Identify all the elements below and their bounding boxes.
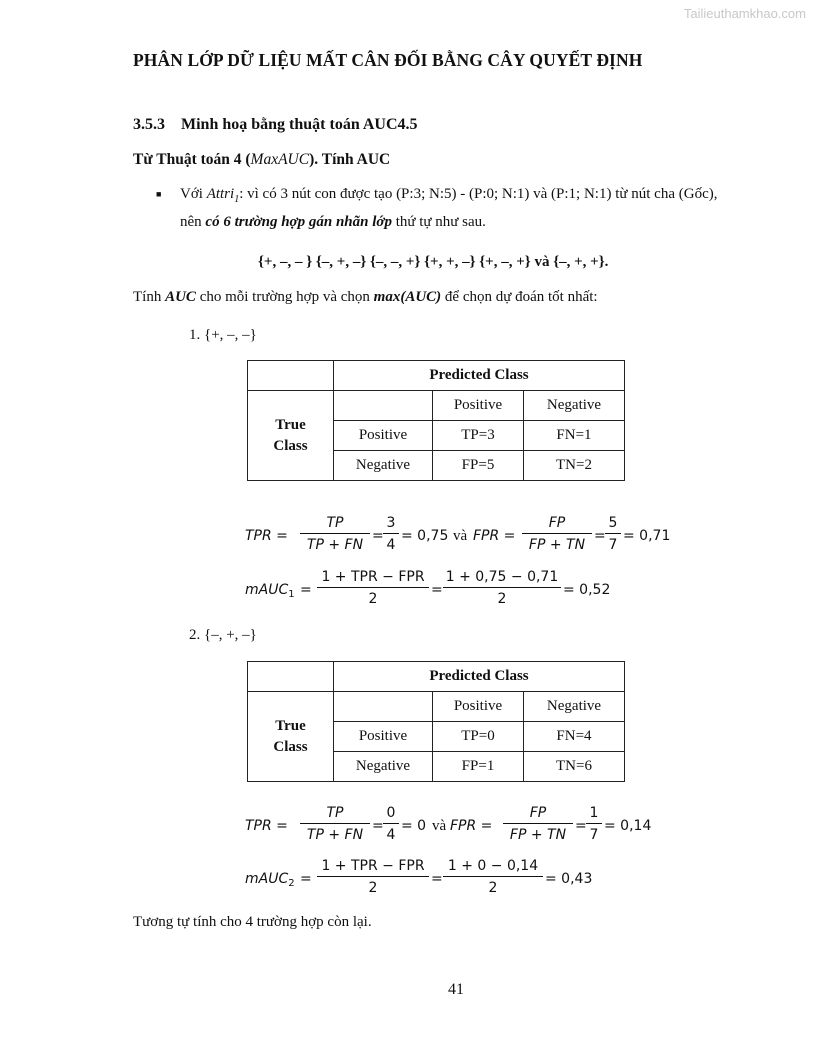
fpr-value-fraction: $\frac{1}{7}$ [586,805,602,843]
mauc-value-fraction: $\frac{1 + 0 - 0,14}{2}$ [443,858,543,896]
mauc-result: = 0,43 [545,871,593,887]
section-heading [133,116,418,134]
cell-fn: FN=4 [524,722,625,752]
mauc-result: = 0,52 [563,582,611,598]
bullet-emphasis: có 6 trường hợp gán nhãn lớp [205,214,392,230]
mauc-equation: mAUC$_1$ = 1 + TPR − FPR 2 = $\frac{1 + 0,75 - 0,71}{2}$ = 0,52 [245,569,611,607]
mauc-fraction: 1 + TPR − FPR 2 [317,858,429,896]
calc-text: cho mỗi trường hợp và chọn [195,289,374,305]
subheading-suffix: ). Tính AUC [309,151,391,168]
bullet-line-1 [180,186,717,205]
fpr-value-fraction: $\frac{5}{7}$ [605,515,621,553]
joiner-text: và [432,818,447,834]
cell-tp: TP=3 [433,421,524,451]
subheading-algo: MaxAUC [250,151,310,168]
page-number: 41 [448,981,464,998]
mauc-fraction: 1 + TPR − FPR 2 [317,569,429,607]
tpr-fraction: $\frac{TP}{TP + FN}$ [300,805,370,843]
bullet-text: : vì có 3 nút con được tạo (P:3; N:5) - (P:0; N:1) và (P:1; N:1) từ nút cha (Gốc), [239,186,718,202]
tpr-fpr-equation: TPR = $\frac{TP}{TP + FN}$ = $\frac{0}{4}$ = 0 và FPR = $\frac{FP}{FP + TN}$ = $\frac{1}{7}$ = 0,14 [245,805,652,843]
row-label-positive: Positive [334,421,433,451]
bullet-text: thứ tự như sau. [391,214,486,230]
confusion-matrix [247,661,625,782]
confusion-matrix [247,360,625,481]
col-header-positive: Positive [433,391,524,421]
fpr-result: = 0,14 [604,818,652,834]
mauc-equation: mAUC$_2$ = 1 + TPR − FPR 2 = $\frac{1 + 0 - 0,14}{2}$ = 0,43 [245,858,593,896]
predicted-class-header: Predicted Class [334,361,625,391]
fpr-lhs: FPR = [473,528,516,544]
cell-fp: FP=1 [433,752,524,782]
watermark: Tailieuthamkhao.com [683,6,806,21]
tpr-value-fraction: $\frac{0}{4}$ [383,805,399,843]
cell-fp: FP=5 [433,451,524,481]
attr-subscript: 1 [234,194,240,205]
true-class-header: True Class [248,692,334,782]
corner-cell [248,361,334,391]
mauc-lhs: mAUC$_1$ [245,582,295,600]
calc-instruction [133,289,598,306]
predicted-class-header: Predicted Class [334,662,625,692]
case-label: 1. {+, –, –} [189,327,257,343]
auc-term: AUC [165,289,196,305]
empty-cell [334,391,433,421]
subheading-prefix: Từ Thuật toán 4 ( [133,151,251,168]
row-label-negative: Negative [334,451,433,481]
bullet-text: Với [180,186,207,202]
calc-text: Tính [133,289,166,305]
bullet-text: nên [180,214,206,230]
max-auc-term: max(AUC) [373,289,442,305]
attr-name: Attri [206,186,235,202]
row-label-negative: Negative [334,752,433,782]
fpr-lhs: FPR = [450,818,493,834]
col-header-negative: Negative [524,391,625,421]
cell-tn: TN=2 [524,451,625,481]
mauc-lhs: mAUC$_2$ [245,871,295,889]
mauc-value-fraction: $\frac{1 + 0,75 - 0,71}{2}$ [443,569,561,607]
tpr-lhs: TPR = [245,818,288,834]
section-number: 3.5.3 [133,116,165,133]
tpr-value-fraction: $\frac{3}{4}$ [383,515,399,553]
tpr-result: = 0 [401,818,427,834]
cell-tn: TN=6 [524,752,625,782]
page-title: PHÂN LỚP DỮ LIỆU MẤT CÂN ĐỐI BẰNG CÂY QUYẾT ĐỊNH [133,50,643,70]
tpr-fpr-equation: TPR = $\frac{TP}{TP + FN}$ = $\frac{3}{4}$ = 0,75 và FPR = $\frac{FP}{FP + TN}$ = $\frac{5}{7}$ = 0,71 [245,515,671,553]
tpr-fraction: $\frac{TP}{TP + FN}$ [300,515,370,553]
col-header-positive: Positive [433,692,524,722]
closing-text: Tương tự tính cho 4 trường hợp còn lại. [133,914,372,930]
cell-tp: TP=0 [433,722,524,752]
fpr-result: = 0,71 [623,528,671,544]
fpr-fraction: $\frac{FP}{FP + TN}$ [522,515,592,553]
tpr-result: = 0,75 [401,528,449,544]
section-title: Minh hoạ bằng thuật toán AUC4.5 [181,116,418,133]
bullet-line-2 [180,214,486,231]
label-sets: {+, –, – } {–, +, –} {–, –, +} {+, +, –} {+, –, +} và {–, +, +}. [258,254,609,270]
true-class-header: True Class [248,391,334,481]
bullet-marker: ■ [156,189,162,199]
cell-fn: FN=1 [524,421,625,451]
corner-cell [248,662,334,692]
calc-text: để chọn dự đoán tốt nhất: [441,289,598,305]
fpr-fraction: $\frac{FP}{FP + TN}$ [503,805,573,843]
empty-cell [334,692,433,722]
joiner-text: và [453,528,468,544]
case-label: 2. {–, +, –} [189,627,257,643]
row-label-positive: Positive [334,722,433,752]
col-header-negative: Negative [524,692,625,722]
subheading [133,151,390,169]
tpr-lhs: TPR = [245,528,288,544]
